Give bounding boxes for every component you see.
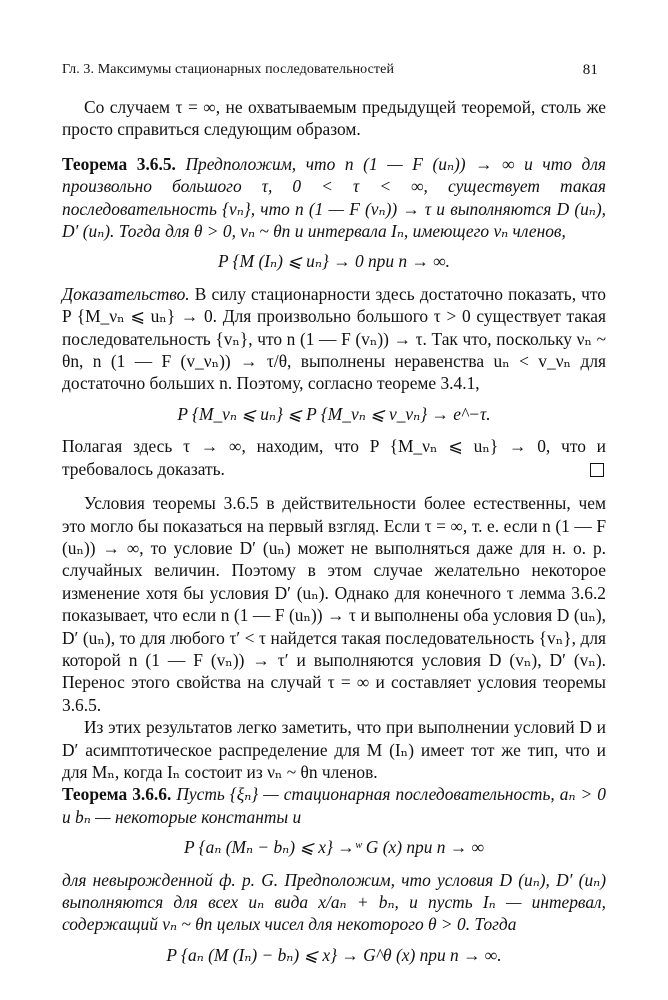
proof-text: В силу стационарности здесь достаточно показать, что P {M_νₙ ⩽ uₙ} → 0. Для произвольно большого τ > 0 существует такая последовательность {vₙ}, что n (1 — F (vₙ)) → τ. Так что, поскольку νₙ ~ θn, n (1 — F (v_νₙ)) → τ/θ, выполнены неравенства uₙ < v_νₙ для достаточно больших n. Поэтому, согласно теореме 3.4.1, bbox=[62, 283, 606, 394]
theorem-3-6-6-continuation-text: для невырожденной ф. р. G. Предположим, что условия D (uₙ), D′ (uₙ) выполняются для всех uₙ вида x/aₙ + bₙ, и пусть Iₙ — интервал, содержащий νₙ ~ θn целых чисел для некоторого θ > 0. Тогда bbox=[62, 869, 606, 935]
formula-2: P {M_νₙ ⩽ uₙ} ⩽ P {M_νₙ ⩽ v_νₙ} → e^−τ. bbox=[177, 403, 491, 424]
chapter-title: Гл. 3. Максимумы стационарных последовательностей bbox=[62, 62, 395, 77]
proof-conclusion bbox=[62, 435, 606, 480]
formula-4: P {aₙ (M (Iₙ) − bₙ) ⩽ x} → G^θ (x) при n → ∞. bbox=[166, 944, 502, 965]
remark-paragraph: Из этих результатов легко заметить, что при выполнении условий D и D′ асимптотическое распределение для M (Iₙ) имеет тот же тип, что и для Mₙ, когда Iₙ состоит из νₙ ~ θn членов. bbox=[62, 717, 606, 782]
theorem-3-6-6-label: Теорема 3.6.6. bbox=[62, 784, 172, 805]
page-body bbox=[62, 96, 606, 976]
theorem-3-6-5-statement: Предположим, что n (1 — F (uₙ)) → ∞ и что для произвольно большого τ, 0 < τ < ∞, существует такая последовательность {vₙ}, что n (1 — F (vₙ)) → τ и выполняются D (uₙ), D′ (uₙ). Тогда для θ > 0, νₙ ~ θn и интервала Iₙ, имеющего νₙ членов, bbox=[62, 153, 607, 242]
running-head bbox=[62, 62, 598, 78]
formula-3: P {aₙ (Mₙ − bₙ) ⩽ x} →ʷ G (x) при n → ∞ bbox=[184, 837, 484, 858]
theorem-3-6-5-label: Теорема 3.6.5. bbox=[62, 153, 176, 174]
intro-paragraph: Со случаем τ = ∞, не охватываемым предыдущей теоремой, столь же просто справиться следующим образом. bbox=[62, 97, 606, 140]
discussion-paragraph: Условия теоремы 3.6.5 в действительности более естественны, чем это могло бы показаться на первый взгляд. Если τ = ∞, т. е. если n (1 — F (uₙ)) → ∞, то условие D′ (uₙ) может не выполняться даже для н. о. р. случайных величин. Поэтому в этом случае желательно некоторое изменение хотя бы условия D′ (uₙ). Однако для конечного τ лемма 3.6.2 показывает, что если n (1 — F (uₙ)) → τ и выполнены оба условия D (uₙ), D′ (uₙ), то для любого τ′ < τ найдется такая последовательность {vₙ}, для которой n (1 — F (vₙ)) → τ′ и выполняются условия D (vₙ), D′ (vₙ). Перенос этого свойства на случай τ = ∞ и составляет условия теоремы 3.6.5. bbox=[62, 493, 606, 715]
theorem-3-6-6-continuation bbox=[62, 869, 606, 936]
formula-1: P {M (Iₙ) ⩽ uₙ} → 0 при n → ∞. bbox=[218, 251, 450, 272]
proof-end-text: Полагая здесь τ → ∞, находим, что P {M_νₙ ⩽ uₙ} → 0, что и требовалось доказать. bbox=[62, 436, 606, 479]
page-number: 81 bbox=[582, 62, 598, 78]
proof-paragraph bbox=[62, 283, 606, 395]
theorem-3-6-6-statement: Пусть {ξₙ} — стационарная последовательность, aₙ > 0 и bₙ — некоторые константы и bbox=[62, 784, 606, 827]
theorem-3-6-6 bbox=[62, 783, 606, 828]
theorem-3-6-5 bbox=[62, 153, 606, 243]
proof-label: Доказательство. bbox=[62, 283, 190, 304]
qed-square-icon bbox=[590, 463, 604, 477]
